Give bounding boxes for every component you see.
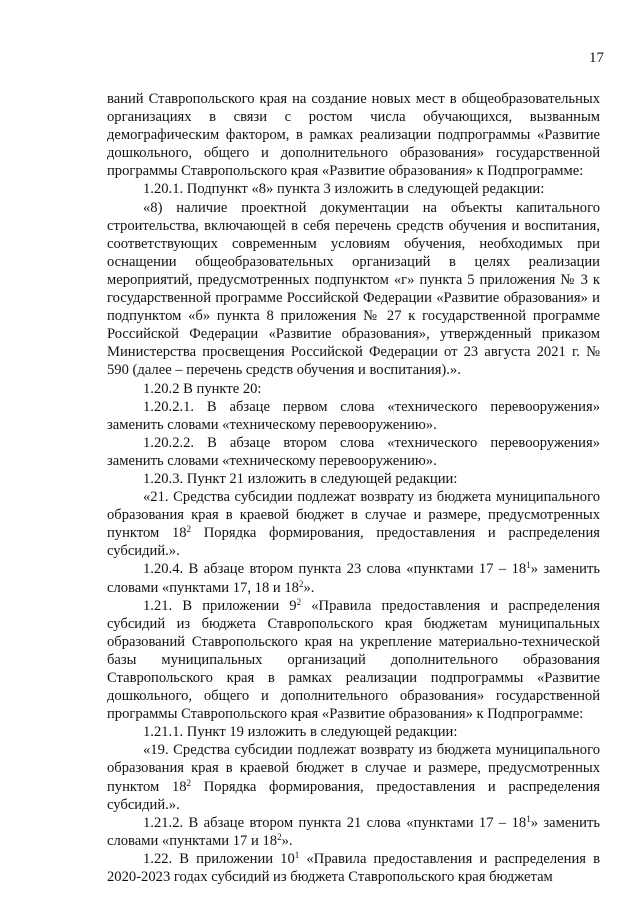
paragraph: 1.20.2.2. В абзаце втором слова «технического перевооружения» заменить словами «техническому перевооружению». xyxy=(107,434,600,469)
page-number: 17 xyxy=(589,50,604,66)
paragraph: 1.20.2.1. В абзаце первом слова «технического перевооружения» заменить словами «техническому перевооружению». xyxy=(107,398,600,433)
text-run: 1.20.4. В абзаце втором пункта 23 слова «пунктами 17 – 18 xyxy=(143,561,527,578)
document-body xyxy=(107,90,600,886)
text-run: Порядка формирования, предоставления и распределения субсидий.». xyxy=(107,778,600,813)
paragraph xyxy=(107,814,600,850)
text-run: «21. Средства субсидии подлежат возврату из бюджета муниципального образования края в краевой бюджет в случае и размере, предусмотренных пунктом 18 xyxy=(107,489,600,542)
paragraph xyxy=(107,488,600,560)
paragraph: 1.20.1. Подпункт «8» пункта 3 изложить в следующей редакции: xyxy=(143,181,545,198)
text-run: Порядка формирования, предоставления и распределения субсидий.». xyxy=(107,525,600,560)
superscript: 2 xyxy=(186,777,192,788)
text-run: 1.21.2. В абзаце втором пункта 21 слова «пунктами 17 – 18 xyxy=(143,814,527,831)
superscript: 1 xyxy=(526,813,531,824)
superscript: 1 xyxy=(294,849,300,860)
superscript: 2 xyxy=(277,831,282,842)
paragraph xyxy=(107,741,600,813)
paragraph: «8) наличие проектной документации на объекты капитального строительства, включающей в себя перечень средств обучения и воспитания, соответствующих современным условиям обучения, необходимых при оснащении общеобразовательных организаций в целях реализации мероприятий, предусмотренных подпунктом «г» пункта 5 приложения № 3 к государственной программе Российской Федерации «Развитие образования» и подпунктом «б» пункта 8 приложения № 27 к государственной программе Российской Федерации «Развитие образования», утвержденный приказом Министерства просвещения Российской Федерации от 23 августа 2021 г. № 590 (далее – перечень средств обучения и воспитания).». xyxy=(107,199,600,379)
paragraph: 1.20.3. Пункт 21 изложить в следующей редакции: xyxy=(143,470,458,487)
text-run: 1.21. В приложении 9 xyxy=(143,597,297,614)
paragraph xyxy=(107,597,600,724)
text-run: ». xyxy=(303,579,315,596)
superscript: 1 xyxy=(526,560,531,571)
text-run: ». xyxy=(281,832,293,849)
text-run: «Правила предоставления и распределения в 2020-2023 годах субсидий из бюджета Ставропольского края бюджетам xyxy=(107,850,600,886)
superscript: 2 xyxy=(186,524,192,535)
superscript: 2 xyxy=(296,596,302,607)
paragraph: 1.21.1. Пункт 19 изложить в следующей редакции: xyxy=(143,724,458,741)
paragraph: 1.20.2 В пункте 20: xyxy=(143,380,262,397)
text-run: » заменить словами «пунктами 17 и 18 xyxy=(107,814,600,849)
paragraph xyxy=(107,850,600,886)
superscript: 2 xyxy=(298,578,304,589)
text-run: «Правила предоставления и распределения субсидий из бюджета Ставропольского края бюджетам муниципальных образований Ставропольского края на укрепление материально-технической базы муниципальных организаций дополнительного образования Ставропольского края в рамках реализации подпрограммы «Развитие дошкольного, общего и дополнительного образования» государственной программы Ставропольского края «Развитие образования» к Подпрограмме: xyxy=(107,597,600,723)
text-run: 1.22. В приложении 10 xyxy=(143,850,295,867)
paragraph xyxy=(107,560,600,596)
text-run: » заменить словами «пунктами 17, 18 и 18 xyxy=(107,561,600,596)
text-run: «19. Средства субсидии подлежат возврату из бюджета муниципального образования края в краевой бюджет в случае и размере, предусмотренных пунктом 18 xyxy=(107,742,600,795)
paragraph: ваний Ставропольского края на создание новых мест в общеобразовательных организациях в связи с ростом числа обучающихся, вызванным демографическим фактором, в рамках реализации подпрограммы «Развитие дошкольного, общего и дополнительного образования» государственной программы Ставропольского края «Развитие образования» к Подпрограмме: xyxy=(107,91,600,180)
